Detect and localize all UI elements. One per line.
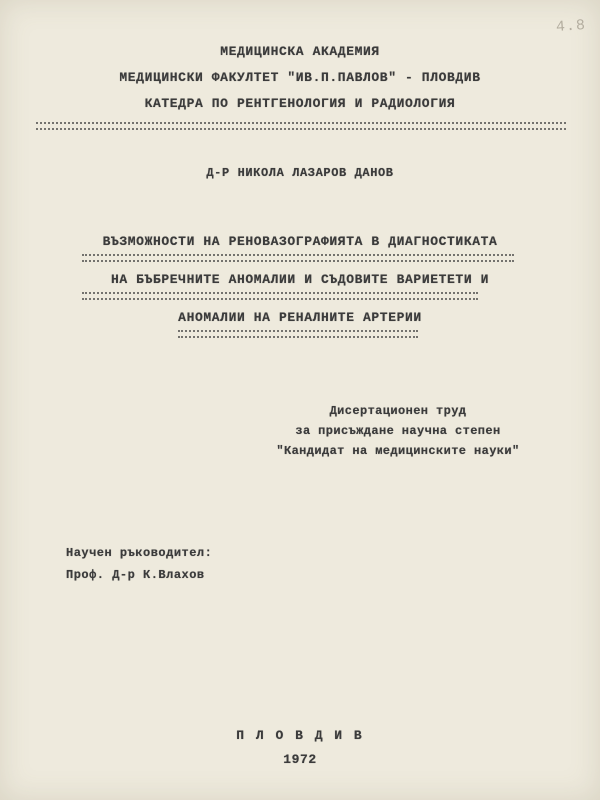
title-underline-3 [178, 330, 418, 338]
title-line-3: АНОМАЛИИ НА РЕНАЛНИТЕ АРТЕРИИ [178, 310, 422, 325]
header-department: КАТЕДРА ПО РЕНТГЕНОЛОГИЯ И РАДИОЛОГИЯ [144, 96, 456, 111]
corner-mark: 4.8 [555, 16, 587, 37]
title-line-2: НА БЪБРЕЧНИТЕ АНОМАЛИИ И СЪДОВИТЕ ВАРИЕТЕТИ И [110, 272, 490, 287]
supervisor-name: Проф. Д-р К.Влахов [66, 568, 205, 582]
header-divider [36, 122, 566, 130]
purpose-line-2: за присъждане научна степен [295, 424, 501, 438]
footer-year: 1972 [283, 752, 317, 767]
footer-city: П Л О В Д И В [236, 728, 364, 743]
supervisor-label: Научен ръководител: [66, 546, 213, 560]
purpose-line-3: "Кандидат на медицинските науки" [276, 444, 520, 458]
title-underline-1 [82, 254, 514, 262]
author-name: Д-Р НИКОЛА ЛАЗАРОВ ДАНОВ [206, 166, 394, 180]
header-faculty: МЕДИЦИНСКИ ФАКУЛТЕТ "ИВ.П.ПАВЛОВ" - ПЛОВДИВ [119, 70, 481, 85]
title-line-1: ВЪЗМОЖНОСТИ НА РЕНОВАЗОГРАФИЯТА В ДИАГНОСТИКАТА [102, 234, 498, 249]
purpose-line-1: Дисертационен труд [329, 404, 467, 418]
header-academy: МЕДИЦИНСКА АКАДЕМИЯ [220, 44, 380, 59]
title-underline-2 [82, 292, 478, 300]
